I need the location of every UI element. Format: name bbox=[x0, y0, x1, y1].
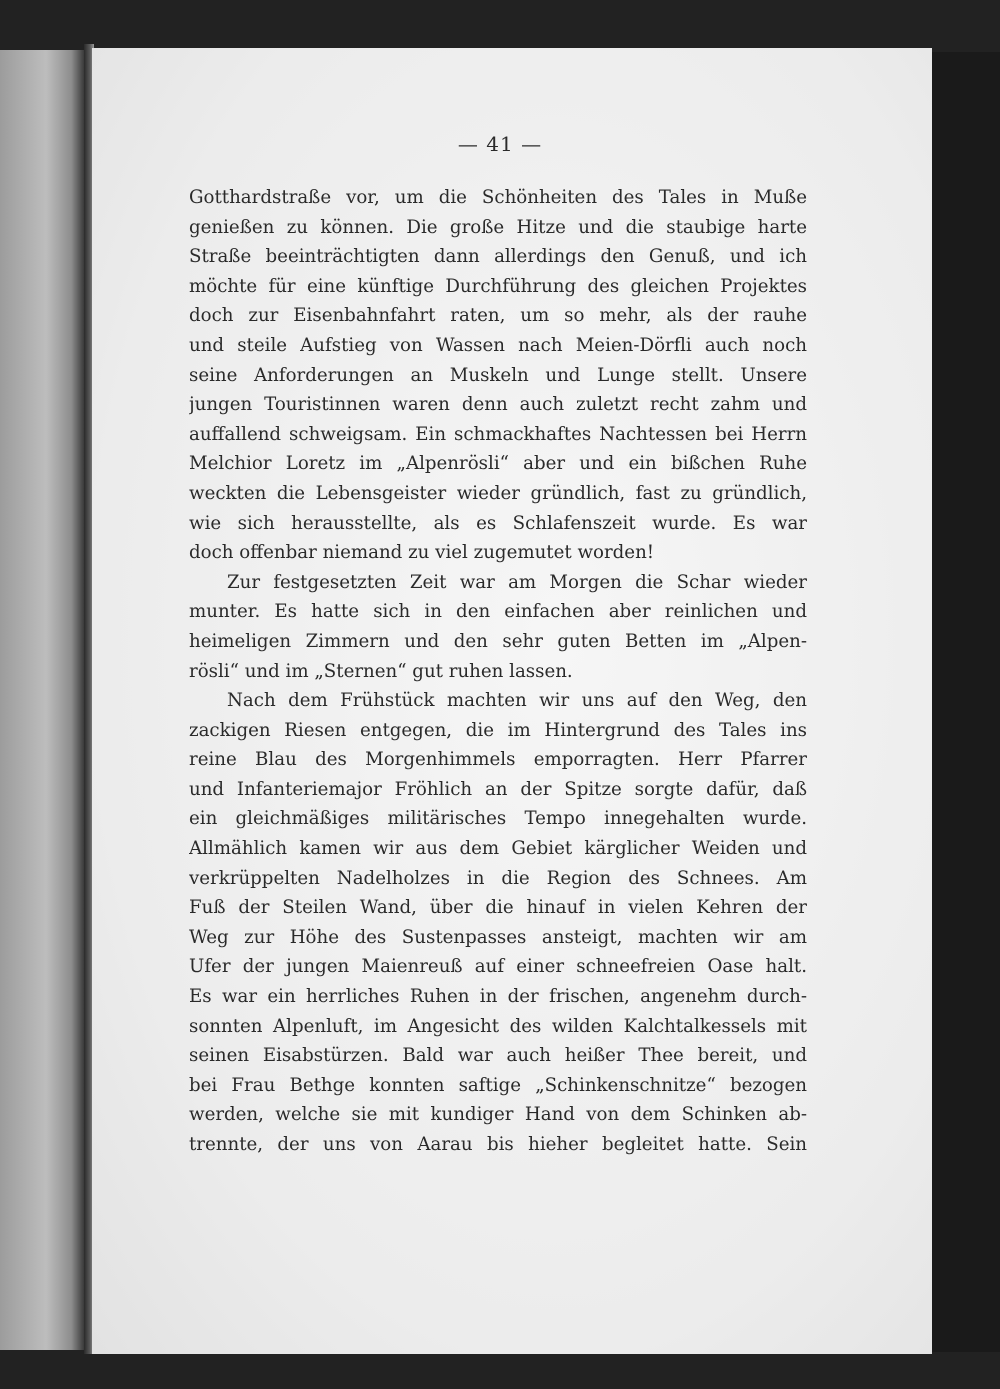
text-line: Allmählich kamen wir aus dem Gebiet kärglicher Weiden und bbox=[189, 838, 807, 860]
text-line: trennte, der uns von Aarau bis hieher begleitet hatte. Sein bbox=[189, 1134, 807, 1155]
text-line: doch zur Eisenbahnfahrt raten, um so mehr, als der rauhe bbox=[189, 305, 807, 327]
text-line: verkrüppelten Nadelholzes in die Region des Schnees. Am bbox=[189, 867, 807, 889]
text-line: bei Frau Bethge konnten saftige „Schinkenschnitze“ bezogen bbox=[189, 1074, 807, 1096]
facing-page-edge bbox=[0, 50, 84, 1350]
page-right-edge bbox=[932, 52, 1000, 1352]
text-line: genießen zu können. Die große Hitze und die staubige harte bbox=[189, 216, 807, 238]
text-line: Nach dem Frühstück machten wir uns auf den Weg, den bbox=[227, 690, 807, 712]
text-line: und steile Aufstieg von Wassen nach Meien-Dörfli auch noch bbox=[189, 334, 807, 356]
text-line: weckten die Lebensgeister wieder gründlich, fast zu gründlich, bbox=[189, 482, 807, 504]
text-line: rösli“ und im „Sternen“ gut ruhen lassen. bbox=[189, 660, 573, 682]
text-line: Melchior Loretz im „Alpenrösli“ aber und ein bißchen Ruhe bbox=[189, 453, 807, 475]
text-line: Fuß der Steilen Wand, über die hinauf in vielen Kehren der bbox=[189, 897, 807, 919]
text-line: Es war ein herrliches Ruhen in der frischen, angenehm durch- bbox=[189, 986, 807, 1008]
text-line: wie sich herausstellte, als es Schlafenszeit wurde. Es war bbox=[189, 512, 807, 534]
text-line: Straße beeinträchtigten dann allerdings den Genuß, und ich bbox=[189, 246, 807, 268]
text-line: Ufer der jungen Maienreuß auf einer schneefreien Oase halt. bbox=[189, 956, 807, 978]
text-line: auffallend schweigsam. Ein schmackhaftes Nachtessen bei Herrn bbox=[189, 423, 807, 445]
text-line: möchte für eine künftige Durchführung des gleichen Projektes bbox=[189, 275, 807, 297]
text-line: ein gleichmäßiges militärisches Tempo innegehalten wurde. bbox=[189, 808, 807, 830]
text-line: und Infanteriemajor Fröhlich an der Spitze sorgte dafür, daß bbox=[189, 778, 807, 800]
body-text bbox=[189, 183, 807, 1160]
text-line: munter. Es hatte sich in den einfachen aber reinlichen und bbox=[189, 601, 807, 623]
text-line: reine Blau des Morgenhimmels emporragten. Herr Pfarrer bbox=[189, 749, 807, 771]
text-line: sonnten Alpenluft, im Angesicht des wilden Kalchtalkessels mit bbox=[189, 1015, 807, 1037]
text-line: seine Anforderungen an Muskeln und Lunge stellt. Unsere bbox=[189, 364, 807, 386]
text-line: werden, welche sie mit kundiger Hand von dem Schinken ab- bbox=[189, 1104, 807, 1126]
text-line: jungen Touristinnen waren denn auch zuletzt recht zahm und bbox=[189, 394, 807, 416]
text-line: zackigen Riesen entgegen, die im Hintergrund des Tales ins bbox=[189, 719, 807, 741]
text-line: heimeligen Zimmern und den sehr guten Betten im „Alpen- bbox=[189, 630, 807, 652]
text-line: Gotthardstraße vor, um die Schönheiten des Tales in Muße bbox=[189, 187, 807, 208]
text-line: Zur festgesetzten Zeit war am Morgen die Schar wieder bbox=[227, 571, 807, 593]
text-line: seinen Eisabstürzen. Bald war auch heißer Thee bereit, und bbox=[189, 1045, 807, 1067]
page-number: — 41 — bbox=[457, 132, 543, 156]
text-line: doch offenbar niemand zu viel zugemutet worden! bbox=[189, 542, 655, 564]
text-line: Weg zur Höhe des Sustenpasses ansteigt, machten wir am bbox=[189, 926, 807, 948]
